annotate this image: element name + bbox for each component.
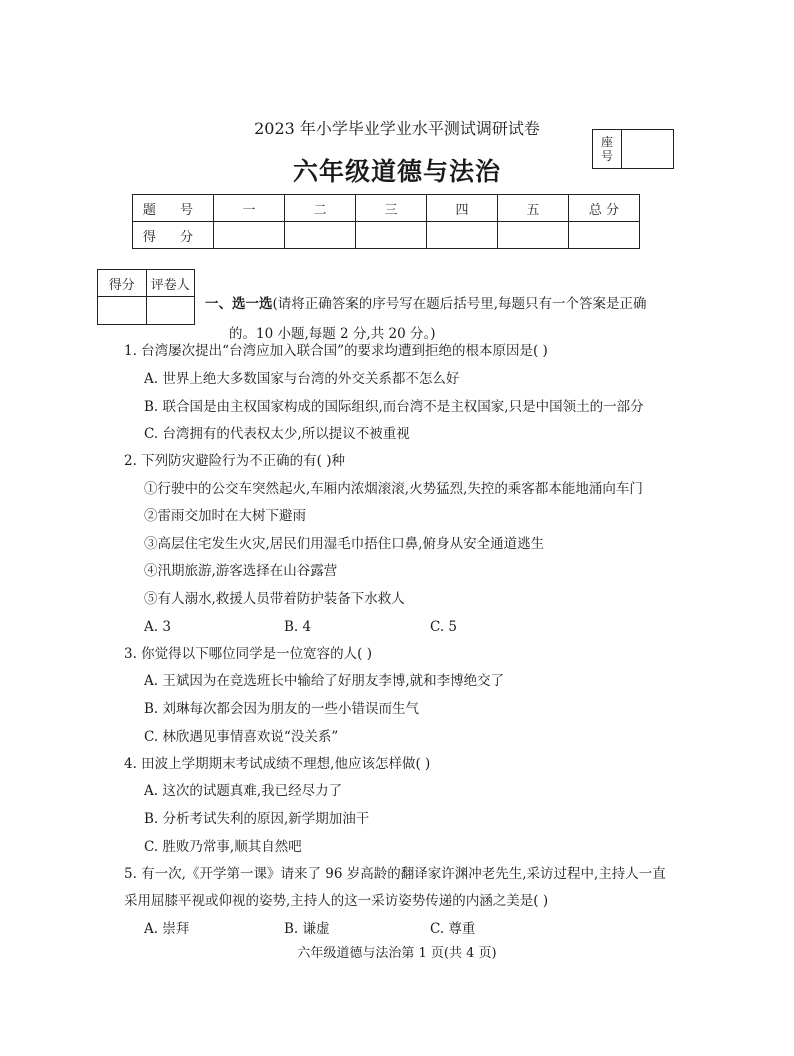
question-option: B. 联合国是由主权国家构成的国际组织,而台湾不是主权国家,只是中国领土的一部分 — [144, 399, 644, 415]
question-option: A. 世界上绝大多数国家与台湾的外交关系都不怎么好 — [144, 371, 460, 387]
page-footer: 六年级道德与法治第 1 页(共 4 页) — [297, 946, 497, 961]
question-stem: 3. 你觉得以下哪位同学是一位宽容的人( ) — [124, 646, 372, 662]
question-stem: 5. 有一次,《开学第一课》请来了 96 岁高龄的翻译家许渊冲老先生,采访过程中,主持人一直 — [124, 866, 666, 882]
grader-score-label: 得分 — [98, 270, 147, 297]
score-table-header-cell: 二 — [285, 195, 356, 222]
score-table-header-cell: 四 — [427, 195, 498, 222]
question-stem: 1. 台湾屡次提出“台湾应加入联合国”的要求均遭到拒绝的根本原因是( ) — [124, 343, 548, 359]
question-option: C. 尊重 — [430, 921, 476, 937]
question-statement: ③高层住宅发生火灾,居民们用湿毛巾捂住口鼻,俯身从安全通道逃生 — [144, 536, 545, 552]
question-option: B. 刘琳每次都会因为朋友的一些小错误而生气 — [144, 701, 420, 717]
seat-number-field[interactable] — [622, 130, 673, 168]
question-stem-continued: 采用屈膝平视或仰视的姿势,主持人的这一采访姿势传递的内涵之美是( ) — [124, 893, 549, 909]
score-table — [132, 194, 640, 249]
question-statement: ①行驶中的公交车突然起火,车厢内浓烟滚滚,火势猛烈,失控的乘客都本能地涌向车门 — [144, 481, 643, 497]
seat-label-bottom: 号 — [600, 149, 613, 163]
section-instruction-line1: (请将正确答案的序号写在题后括号里,每题只有一个答案是正确 — [272, 296, 647, 312]
question-option: A. 王斌因为在竞选班长中输给了好朋友李博,就和李博绝交了 — [144, 673, 505, 689]
question-option: A. 3 — [144, 619, 171, 635]
question-option: B. 谦虚 — [284, 921, 330, 937]
question-statement: ②雷雨交加时在大树下避雨 — [144, 508, 306, 524]
question-option: C. 5 — [430, 619, 458, 635]
score-table-header-cell: 总 分 — [569, 195, 640, 222]
grader-box — [97, 269, 195, 325]
exam-subtitle: 2023 年小学毕业学业水平测试调研试卷 — [254, 119, 540, 138]
question-option: C. 台湾拥有的代表权太少,所以提议不被重视 — [144, 426, 410, 442]
question-option: A. 崇拜 — [144, 921, 190, 937]
seat-number-label — [593, 130, 622, 168]
question-stem: 4. 田波上学期期末考试成绩不理想,他应该怎样做( ) — [124, 756, 431, 772]
question-option: A. 这次的试题真难,我已经尽力了 — [144, 783, 343, 799]
score-table-header-cell: 三 — [356, 195, 427, 222]
question-option: B. 4 — [284, 619, 312, 635]
question-option: C. 胜败乃常事,顺其自然吧 — [144, 839, 302, 855]
score-cell[interactable] — [356, 222, 427, 249]
question-stem: 2. 下列防灾避险行为不正确的有( )种 — [124, 453, 345, 469]
score-cell[interactable] — [214, 222, 285, 249]
exam-title: 六年级道德与法治 — [292, 157, 501, 186]
question-option: B. 分析考试失利的原因,新学期加油干 — [144, 811, 370, 827]
score-cell[interactable] — [427, 222, 498, 249]
score-table-score-row — [133, 222, 640, 249]
score-table-header-cell: 一 — [214, 195, 285, 222]
section-instruction-line2: 的。10 小题,每题 2 分,共 20 分。) — [229, 326, 436, 342]
grader-score-cell[interactable] — [98, 297, 147, 325]
score-cell[interactable] — [569, 222, 640, 249]
question-statement: ⑤有人溺水,救援人员带着防护装备下水救人 — [144, 591, 405, 607]
score-cell[interactable] — [285, 222, 356, 249]
score-table-header-cell: 五 — [498, 195, 569, 222]
score-row-label: 得 分 — [133, 222, 214, 249]
seat-number-box — [592, 129, 674, 169]
seat-label-top: 座 — [600, 135, 613, 149]
score-table-header-cell: 题 号 — [133, 195, 214, 222]
question-option: C. 林欣遇见事情喜欢说“没关系” — [144, 729, 339, 745]
score-cell[interactable] — [498, 222, 569, 249]
grader-name-label: 评卷人 — [146, 270, 195, 297]
section-title: 一、选一选 — [205, 296, 273, 312]
question-statement: ④汛期旅游,游客选择在山谷露营 — [144, 563, 338, 579]
score-table-header-row — [133, 195, 640, 222]
grader-name-cell[interactable] — [146, 297, 195, 325]
section-instruction — [205, 289, 683, 349]
